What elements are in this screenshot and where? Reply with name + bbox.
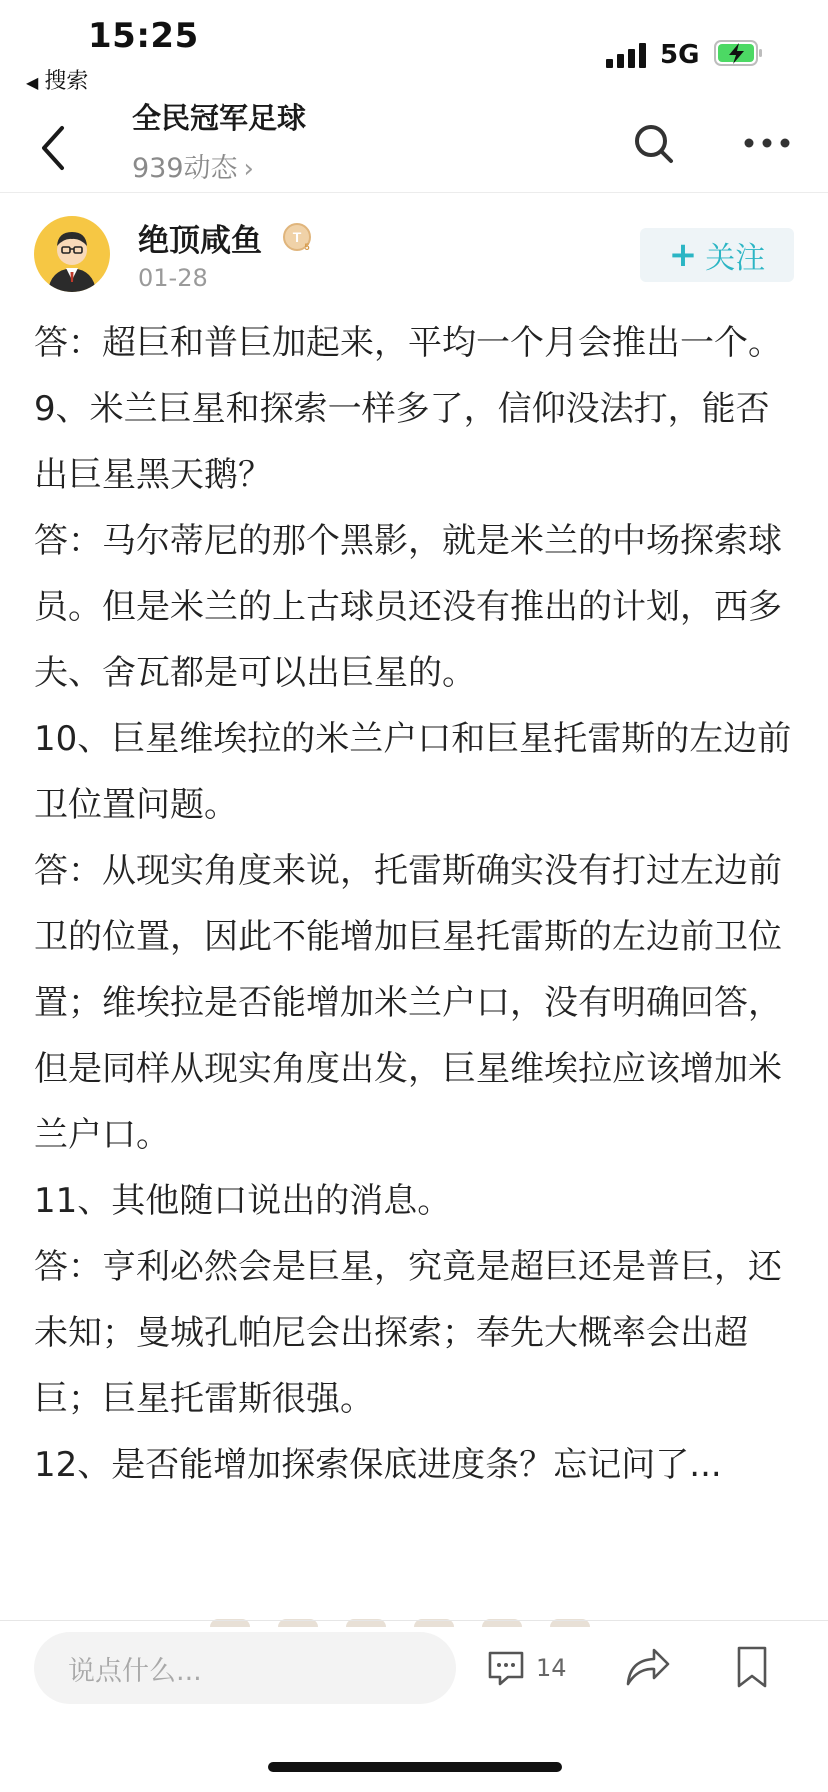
bottom-bar-divider (0, 1620, 828, 1621)
comment-count: 14 (536, 1654, 567, 1682)
svg-text:5: 5 (304, 242, 310, 252)
comment-button[interactable] (486, 1644, 567, 1692)
post-paragraph: 答：超巨和普巨加起来，平均一个月会推出一个。 (34, 323, 782, 363)
reaction-strip (210, 1612, 630, 1620)
dynamics-count: 939动态 (132, 153, 238, 184)
bookmark-icon[interactable] (734, 1644, 770, 1690)
level-badge-icon (282, 222, 314, 254)
search-icon[interactable] (632, 122, 676, 166)
back-icon[interactable] (36, 120, 76, 176)
back-app-label: 搜索 (44, 69, 89, 94)
avatar-image (34, 216, 110, 292)
page-title[interactable]: 全民冠军足球 (132, 101, 307, 135)
post-paragraph: 答：亨利必然会是巨星，究竟是超巨还是普巨，还未知；曼城孔帕尼会出探索；奉先大概率会出超巨；巨星托雷斯很强。 (34, 1247, 782, 1419)
share-icon[interactable] (622, 1642, 672, 1690)
author-name[interactable]: 绝顶咸鱼 (138, 223, 262, 259)
back-to-app-link[interactable] (26, 64, 88, 95)
comment-input[interactable]: 说点什么... (34, 1632, 456, 1704)
svg-text:T: T (292, 229, 302, 245)
follow-label: 关注 (705, 241, 766, 276)
dynamics-count-link[interactable] (132, 146, 254, 185)
post-paragraph: 答：马尔蒂尼的那个黑影，就是米兰的中场探索球员。但是米兰的上古球员还没有推出的计划，西多夫、舍瓦都是可以出巨星的。 (34, 521, 782, 693)
author-avatar[interactable] (34, 216, 110, 292)
cellular-signal-icon (606, 42, 648, 68)
plus-icon: + (668, 235, 698, 275)
post-paragraph: 9、米兰巨星和探索一样多了，信仰没法打，能否出巨星黑天鹅？ (34, 389, 770, 495)
post-date: 01-28 (138, 264, 208, 292)
post-paragraph: 11、其他随口说出的消息。 (34, 1181, 452, 1221)
chevron-right-icon: › (243, 154, 254, 184)
back-triangle-icon: ◀ (26, 73, 39, 92)
network-type: 5G (660, 40, 700, 70)
post-content (34, 310, 800, 1498)
post-paragraph: 12、是否能增加探索保底进度条？忘记问了... (34, 1445, 722, 1485)
more-options-icon[interactable] (742, 136, 792, 150)
header-divider (0, 192, 828, 193)
post-paragraph: 答：从现实角度来说，托雷斯确实没有打过左边前卫的位置，因此不能增加巨星托雷斯的左边前卫位置；维埃拉是否能增加米兰户口，没有明确回答，但是同样从现实角度出发，巨星维埃拉应该增加米兰户口。 (34, 851, 782, 1155)
battery-charging-icon (714, 38, 764, 68)
post-paragraph: 10、巨星维埃拉的米兰户口和巨星托雷斯的左边前卫位置问题。 (34, 719, 792, 825)
status-time: 15:25 (88, 16, 199, 56)
home-indicator[interactable] (268, 1762, 562, 1772)
comment-icon (486, 1649, 526, 1687)
follow-button[interactable] (640, 228, 794, 282)
